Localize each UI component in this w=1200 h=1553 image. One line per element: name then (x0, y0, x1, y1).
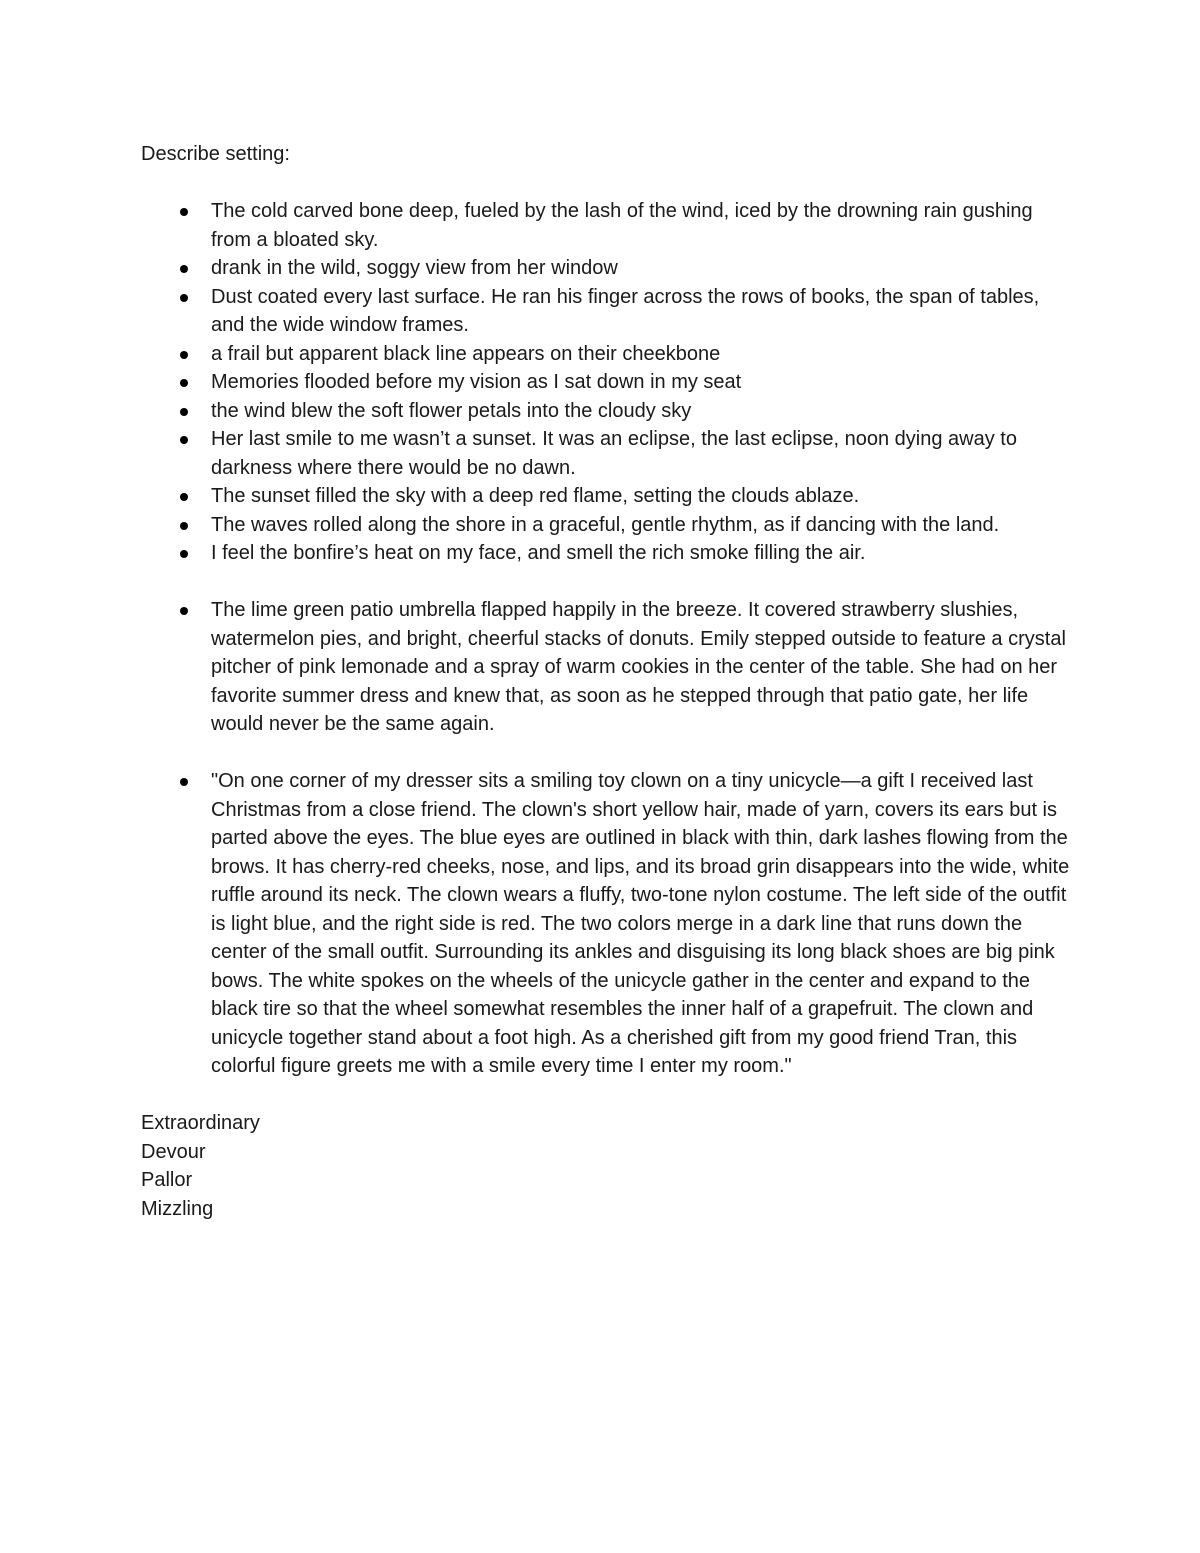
bullet-text: the wind blew the soft flower petals into the cloudy sky (211, 399, 692, 422)
bullet-item-12 (141, 767, 1071, 1081)
bullet-icon (180, 550, 188, 558)
bullet-item-11 (141, 596, 1071, 739)
bullet-icon (180, 607, 188, 615)
bullet-icon (180, 208, 188, 216)
bullet-text: a frail but apparent black line appears on their cheekbone (211, 342, 721, 365)
bullet-icon (180, 265, 188, 273)
vocabulary-word: Extraordinary (141, 1112, 260, 1134)
bullet-text: The waves rolled along the shore in a graceful, gentle rhythm, as if dancing with the land. (211, 513, 1000, 536)
bullet-text: I feel the bonfire’s heat on my face, and smell the rich smoke filling the air. (211, 542, 866, 564)
bullet-item-5 (141, 368, 1071, 397)
bullet-text: Dust coated every last surface. He ran his finger across the rows of books, the span of tables, and the wide window frames. (211, 285, 1040, 336)
bullet-text: Her last smile to me wasn’t a sunset. It was an eclipse, the last eclipse, noon dying away to darkness where there would be no dawn. (211, 428, 1017, 479)
blank-line (141, 169, 1071, 198)
bullet-text: drank in the wild, soggy view from her window (211, 257, 618, 279)
bullet-item-10 (141, 539, 1071, 568)
bullet-item-9 (141, 511, 1071, 540)
bullet-text: The cold carved bone deep, fueled by the lash of the wind, iced by the drowning rain gushing from a bloated sky. (211, 200, 1033, 251)
bullet-text: "On one corner of my dresser sits a smiling toy clown on a tiny unicycle—a gift I received last Christmas from a close friend. The clown's short yellow hair, made of yarn, covers its ears but is parted above the eyes. The blue eyes are outlined in black with thin, dark lashes flowing from the brows. It has cherry-red cheeks, nose, and lips, and its broad grin disappears into the wide, white ruffle around its neck. The clown wears a fluffy, two-tone nylon costume. The left side of the outfit is light blue, and the right side is red. The two colors merge in a dark line that runs down the center of the small outfit. Surrounding its ankles and disguising its long black shoes are big pink bows. The white spokes on the wheels of the unicycle gather in the center and expand to the black tire so that the wheel somewhat resembles the inner half of a grapefruit. The clown and unicycle together stand about a foot high. As a cherished gift from my good friend Tran, this colorful figure greets me with a smile every time I enter my room." (211, 770, 1070, 1077)
bullet-icon (180, 778, 188, 786)
vocabulary-word: Devour (141, 1140, 206, 1163)
bullet-item-3 (141, 283, 1071, 340)
document-body (141, 140, 1071, 1223)
bullet-item-6 (141, 397, 1071, 426)
bullet-item-7 (141, 425, 1071, 482)
bullet-list (141, 197, 1071, 1081)
bullet-icon (180, 351, 188, 359)
bullet-icon (180, 408, 188, 416)
bullet-item-1 (141, 197, 1071, 254)
heading: Describe setting: (141, 143, 290, 165)
bullet-icon (180, 436, 188, 444)
bullet-text: The sunset filled the sky with a deep red flame, setting the clouds ablaze. (211, 485, 860, 507)
bullet-icon (180, 379, 188, 387)
bullet-icon (180, 522, 188, 530)
bullet-item-8 (141, 482, 1071, 511)
bullet-icon (180, 493, 188, 501)
vocabulary-word: Pallor (141, 1169, 193, 1191)
vocabulary-list (141, 1109, 1071, 1223)
vocabulary-word: Mizzling (141, 1197, 214, 1220)
bullet-item-4 (141, 340, 1071, 369)
bullet-item-2 (141, 254, 1071, 283)
bullet-text: The lime green patio umbrella flapped happily in the breeze. It covered strawberry slushies, watermelon pies, and bright, cheerful stacks of donuts. Emily stepped outside to feature a crystal pitcher of pink lemonade and a spray of warm cookies in the center of the table. She had on her favorite summer dress and knew that, as soon as he stepped through that patio gate, her life would never be the same again. (211, 599, 1066, 735)
bullet-text: Memories flooded before my vision as I sat down in my seat (211, 371, 742, 393)
bullet-icon (180, 294, 188, 302)
